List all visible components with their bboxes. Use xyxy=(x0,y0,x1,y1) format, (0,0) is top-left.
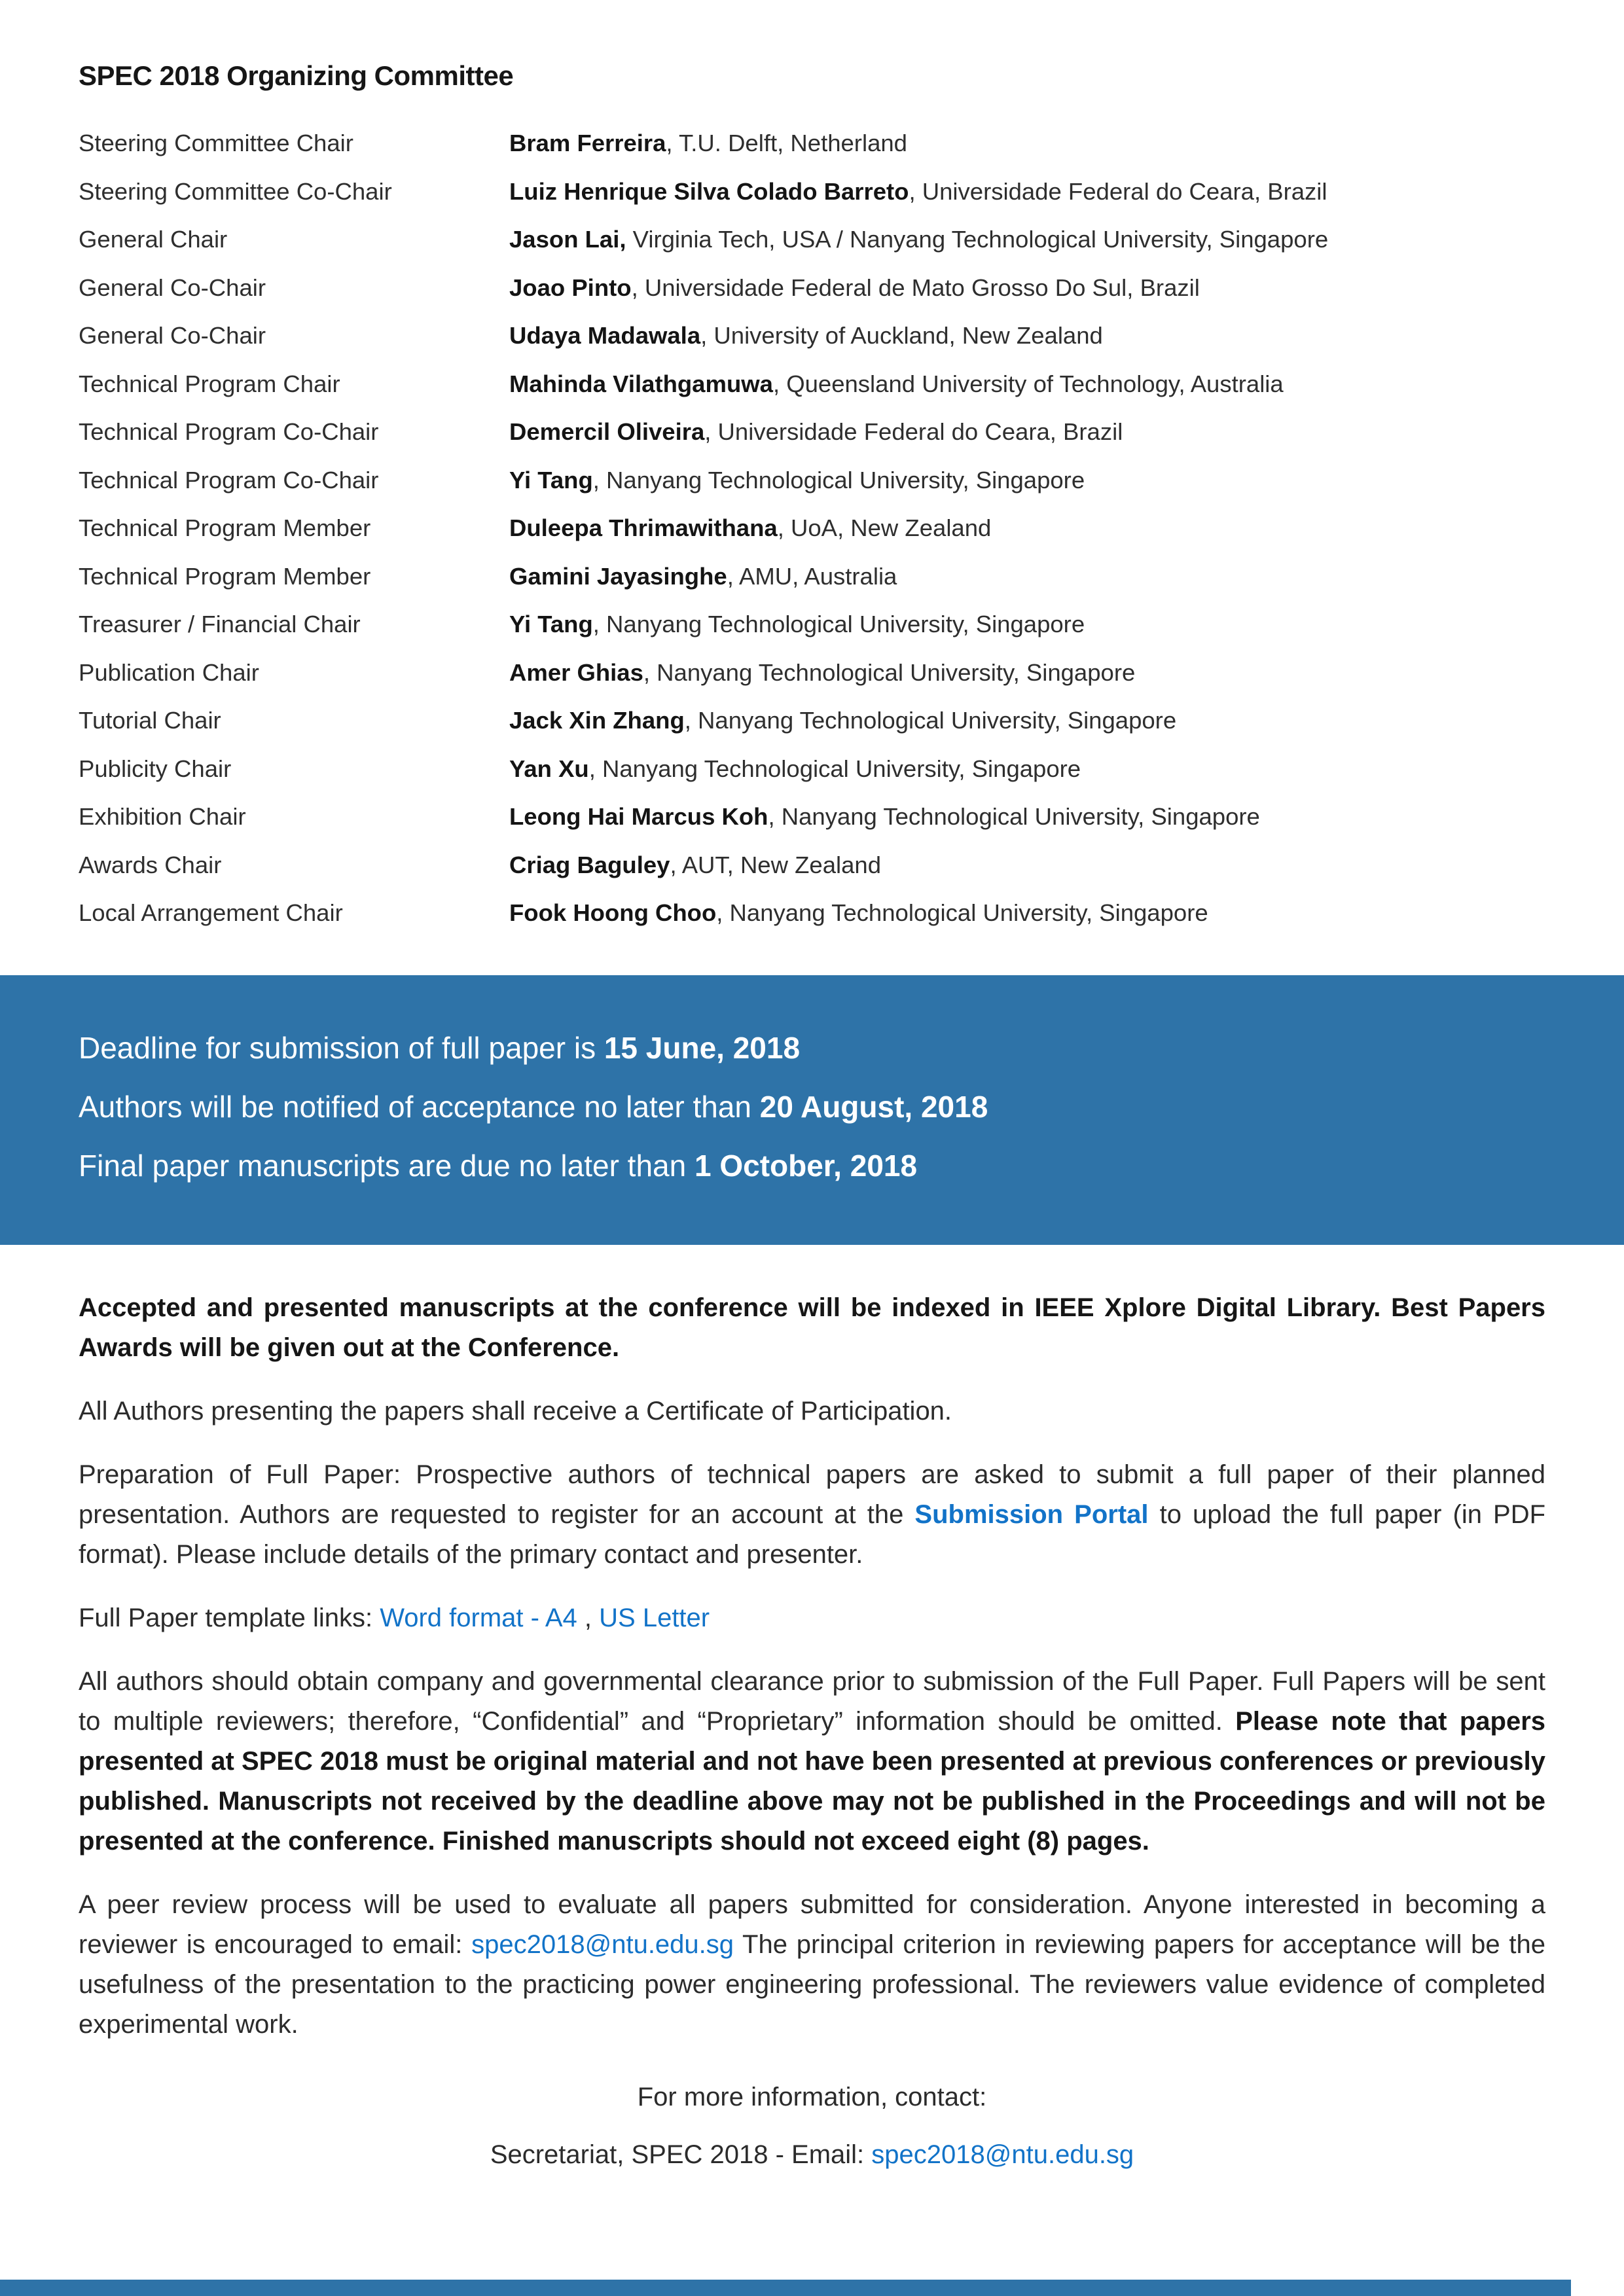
committee-role: Steering Committee Co-Chair xyxy=(79,177,392,205)
committee-role: General Co-Chair xyxy=(79,322,266,349)
committee-member xyxy=(509,745,1545,793)
template-links-separator: , xyxy=(577,1603,600,1632)
paragraph-template-links xyxy=(79,1598,1545,1638)
committee-member xyxy=(509,696,1545,745)
member-affiliation: , T.U. Delft, Netherland xyxy=(666,130,907,156)
committee-role: Publication Chair xyxy=(79,658,259,686)
paragraph-peer-review xyxy=(79,1885,1545,2045)
committee-row xyxy=(79,119,1545,168)
deadline-date: 20 August, 2018 xyxy=(759,1089,988,1124)
member-name: Criag Baguley xyxy=(509,851,670,878)
member-affiliation: Virginia Tech, USA / Nanyang Technological University, Singapore xyxy=(626,226,1329,253)
committee-member xyxy=(509,889,1545,937)
committee-role: Steering Committee Chair xyxy=(79,130,353,156)
member-affiliation: , Nanyang Technological University, Singapore xyxy=(592,466,1085,493)
secretariat-line xyxy=(0,2126,1624,2183)
member-affiliation: , Universidade Federal do Ceara, Brazil xyxy=(909,177,1327,205)
committee-row xyxy=(79,841,1545,889)
organizing-committee-list xyxy=(79,119,1545,937)
deadline-line xyxy=(79,1077,1545,1136)
deadline-date: 1 October, 2018 xyxy=(694,1148,918,1183)
committee-member xyxy=(509,456,1545,505)
committee-member xyxy=(509,841,1545,889)
committee-role: Treasurer / Financial Chair xyxy=(79,611,361,637)
template-links-label: Full Paper template links: xyxy=(79,1603,380,1632)
committee-role: Technical Program Chair xyxy=(79,370,340,397)
member-name: Yi Tang xyxy=(509,466,593,493)
deadline-line xyxy=(79,1136,1545,1195)
member-name: Joao Pinto xyxy=(509,274,632,301)
committee-row xyxy=(79,889,1545,937)
deadlines-banner xyxy=(0,975,1624,1245)
committee-member xyxy=(509,504,1545,552)
us-letter-link[interactable]: US Letter xyxy=(599,1603,710,1632)
committee-role: Exhibition Chair xyxy=(79,803,246,830)
committee-row xyxy=(79,600,1545,649)
member-affiliation: , Nanyang Technological University, Singapore xyxy=(643,658,1136,686)
paragraph-indexing-notice: Accepted and presented manuscripts at the conference will be indexed in IEEE Xplore Digital Library. Best Papers Awards will be given out at the Conference. xyxy=(79,1293,1545,1362)
committee-row xyxy=(79,168,1545,216)
committee-member xyxy=(509,119,1545,168)
committee-row xyxy=(79,215,1545,264)
clearance-text: All authors should obtain company and governmental clearance prior to submission of the Full Paper. Full Papers will be sent to multiple reviewers; therefore, “Confidential” and “Proprietary” information should be omitted. xyxy=(79,1666,1545,1736)
committee-role: Technical Program Member xyxy=(79,562,371,590)
committee-role: Tutorial Chair xyxy=(79,707,221,734)
member-name: Gamini Jayasinghe xyxy=(509,562,727,590)
committee-member xyxy=(509,552,1545,601)
committee-role: Awards Chair xyxy=(79,851,222,878)
member-name: Luiz Henrique Silva Colado Barreto xyxy=(509,177,909,205)
committee-row xyxy=(79,793,1545,841)
member-name: Udaya Madawala xyxy=(509,322,701,349)
deadline-text: Final paper manuscripts are due no later than xyxy=(79,1148,695,1183)
member-affiliation: , UoA, New Zealand xyxy=(777,514,992,541)
committee-role: General Co-Chair xyxy=(79,274,266,301)
peer-review-text-before: A peer review process will be used to evaluate all papers submitted for consideration. Anyone interested in becoming a reviewer is encouraged to email: xyxy=(79,1890,1545,1959)
committee-member xyxy=(509,649,1545,697)
committee-row xyxy=(79,552,1545,601)
member-name: Mahinda Vilathgamuwa xyxy=(509,370,773,397)
committee-role: Technical Program Co-Chair xyxy=(79,418,379,445)
committee-member xyxy=(509,600,1545,649)
member-name: Jason Lai, xyxy=(509,226,626,253)
member-affiliation: , Nanyang Technological University, Singapore xyxy=(716,899,1208,926)
member-name: Duleepa Thrimawithana xyxy=(509,514,778,541)
committee-role: Local Arrangement Chair xyxy=(79,899,343,926)
committee-row xyxy=(79,504,1545,552)
member-name: Yi Tang xyxy=(509,611,593,637)
member-name: Yan Xu xyxy=(509,755,589,782)
member-affiliation: , University of Auckland, New Zealand xyxy=(700,322,1103,349)
deadline-line xyxy=(79,1018,1545,1077)
reviewer-email-link[interactable]: spec2018@ntu.edu.sg xyxy=(471,1929,734,1959)
originality-notice: Please note that papers presented at SPEC 2018 must be original material and not have been presented at previous conferences or previously published. Manuscripts not received by the deadline above may not be published in the Proceedings and will not be presented at the conference. Finished manuscripts should not exceed eight (8) pages. xyxy=(79,1706,1546,1856)
member-affiliation: , AUT, New Zealand xyxy=(670,851,882,878)
submission-portal-link[interactable]: Submission Portal xyxy=(914,1499,1149,1529)
committee-row xyxy=(79,745,1545,793)
contact-heading: For more information, contact: xyxy=(637,2082,987,2111)
page-title: SPEC 2018 Organizing Committee xyxy=(79,60,514,91)
committee-row xyxy=(79,360,1545,408)
member-affiliation: , Nanyang Technological University, Singapore xyxy=(588,755,1081,782)
committee-member xyxy=(509,793,1545,841)
committee-row xyxy=(79,264,1545,312)
member-name: Demercil Oliveira xyxy=(509,418,705,445)
paragraph-clearance xyxy=(79,1662,1545,1861)
committee-row xyxy=(79,408,1545,456)
member-name: Bram Ferreira xyxy=(509,130,666,156)
bottom-blue-strip xyxy=(0,2280,1571,2296)
committee-member xyxy=(509,264,1545,312)
member-name: Leong Hai Marcus Koh xyxy=(509,803,768,830)
committee-role: Publicity Chair xyxy=(79,755,232,782)
committee-row xyxy=(79,456,1545,505)
member-affiliation: , Queensland University of Technology, Australia xyxy=(772,370,1284,397)
secretariat-text: Secretariat, SPEC 2018 - Email: xyxy=(490,2140,872,2169)
deadline-text: Deadline for submission of full paper is xyxy=(79,1030,604,1065)
committee-member xyxy=(509,312,1545,360)
member-affiliation: , Nanyang Technological University, Singapore xyxy=(768,803,1260,830)
secretariat-email-link[interactable]: spec2018@ntu.edu.sg xyxy=(871,2140,1134,2169)
member-affiliation: , Nanyang Technological University, Singapore xyxy=(592,611,1085,637)
paragraph-certificate: All Authors presenting the papers shall receive a Certificate of Participation. xyxy=(79,1396,952,1426)
committee-row xyxy=(79,696,1545,745)
committee-role: General Chair xyxy=(79,226,228,253)
member-name: Amer Ghias xyxy=(509,658,643,686)
member-affiliation: , Universidade Federal do Ceara, Brazil xyxy=(704,418,1123,445)
committee-role: Technical Program Co-Chair xyxy=(79,466,379,493)
committee-row xyxy=(79,312,1545,360)
preparation-text-before: Preparation of Full Paper: Prospective authors of technical papers are asked to submit a full paper of their planned presentation. Authors are requested to register for an account at the xyxy=(79,1460,1545,1529)
deadline-text: Authors will be notified of acceptance no later than xyxy=(79,1089,760,1124)
peer-review-text-after: The principal criterion in reviewing papers for acceptance will be the usefulness of the presentation to the practicing power engineering professional. The reviewers value evidence of completed experimental work. xyxy=(79,1929,1545,2039)
contact-footer xyxy=(0,2068,1624,2183)
member-name: Jack Xin Zhang xyxy=(509,707,685,734)
member-affiliation: , Nanyang Technological University, Singapore xyxy=(684,707,1177,734)
member-name: Fook Hoong Choo xyxy=(509,899,717,926)
committee-member xyxy=(509,360,1545,408)
body-section xyxy=(79,1288,1545,2045)
preparation-text-after: to upload the full paper (in PDF format). Please include details of the primary contact and presenter. xyxy=(79,1499,1546,1569)
committee-member xyxy=(509,215,1545,264)
paragraph-preparation xyxy=(79,1455,1545,1575)
member-affiliation: , AMU, Australia xyxy=(727,562,897,590)
word-format-a4-link[interactable]: Word format - A4 xyxy=(380,1603,577,1632)
member-affiliation: , Universidade Federal de Mato Grosso Do Sul, Brazil xyxy=(631,274,1200,301)
committee-row xyxy=(79,649,1545,697)
committee-role: Technical Program Member xyxy=(79,514,371,541)
committee-member xyxy=(509,168,1545,216)
deadline-date: 15 June, 2018 xyxy=(604,1030,801,1065)
committee-member xyxy=(509,408,1545,456)
